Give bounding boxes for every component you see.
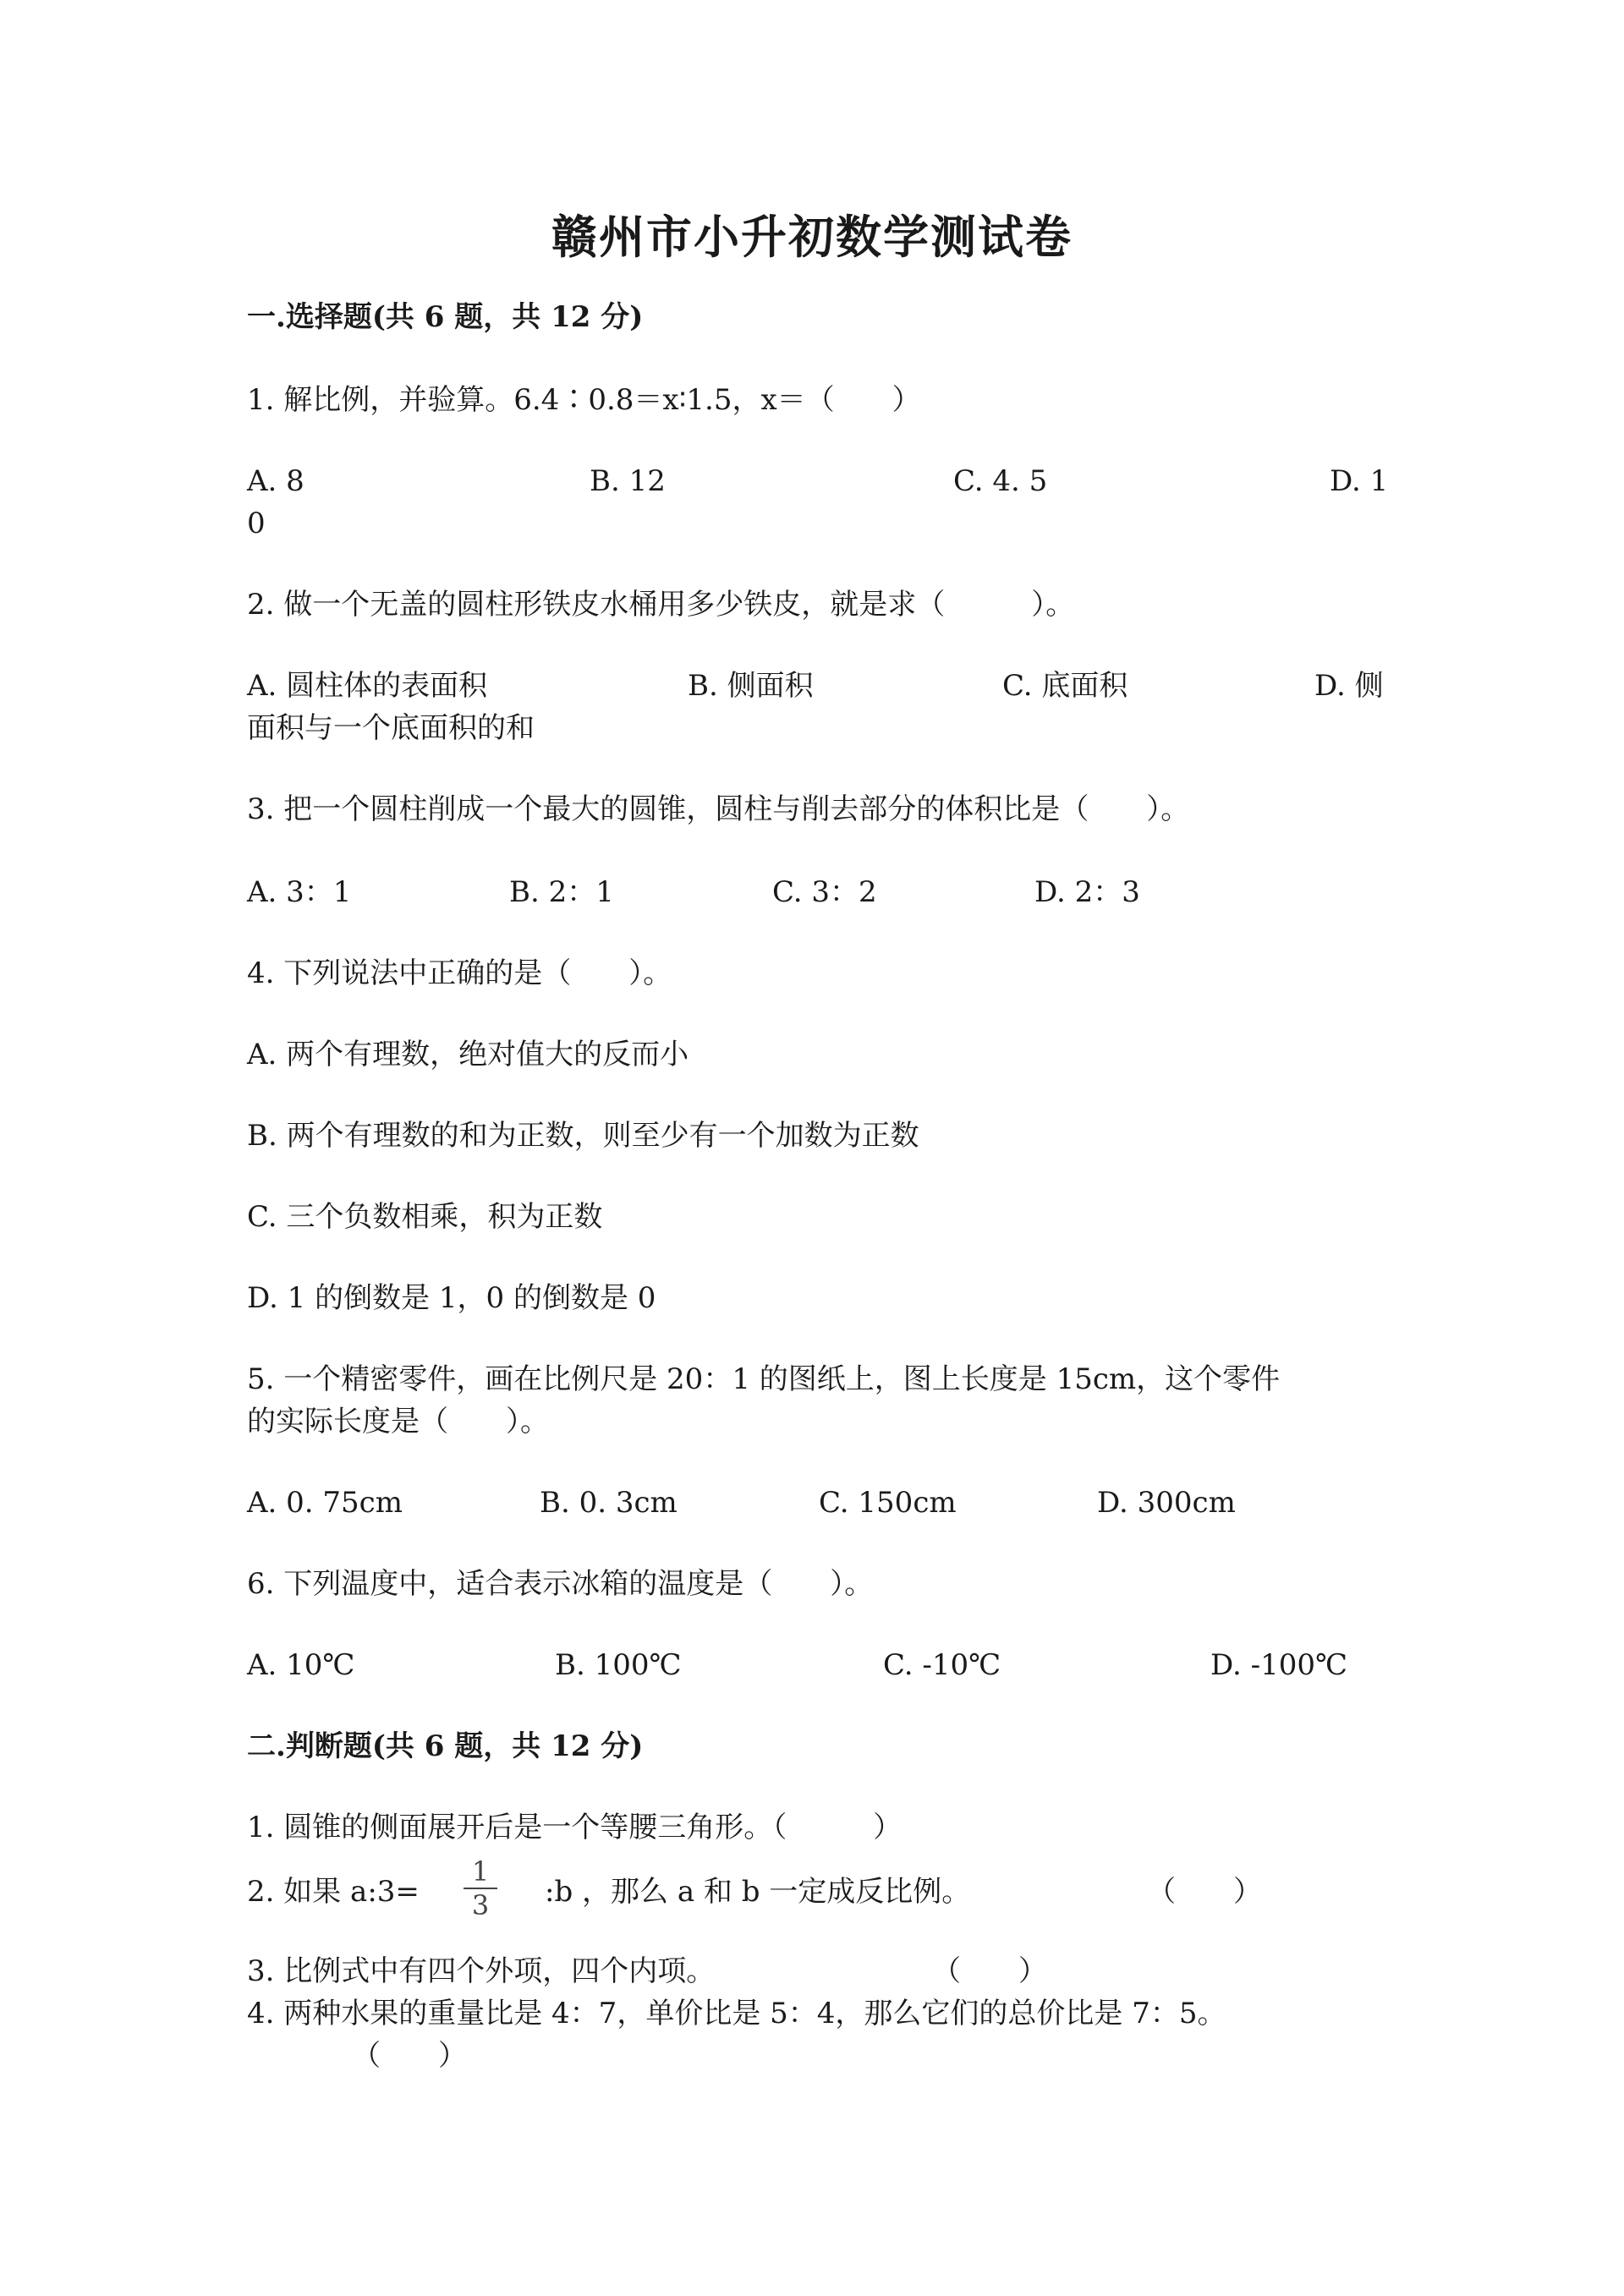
- question-1-option-b: B. 12: [590, 464, 666, 498]
- question-1-option-d: D. 1: [1330, 464, 1389, 498]
- judgement-4-paren: （ ）: [352, 2039, 467, 2073]
- judgement-1: 1. 圆锥的侧面展开后是一个等腰三角形。（ ）: [247, 1811, 903, 1844]
- judgement-2-part-b: :b ，那么 a 和 b 一定成反比例。: [545, 1875, 971, 1909]
- question-6-option-c: C. -10℃: [883, 1648, 1001, 1682]
- question-5-option-a: A. 0. 75cm: [247, 1486, 403, 1520]
- question-2-option-d: D. 侧: [1314, 669, 1384, 703]
- page-title: 赣州市小升初数学测试卷: [551, 210, 1073, 264]
- judgement-2-paren: （ ）: [1147, 1875, 1262, 1909]
- question-1-option-a: A. 8: [247, 464, 304, 498]
- judgement-2-part-a: 2. 如果 a:3=: [247, 1875, 420, 1909]
- question-4-option-d: D. 1 的倒数是 1，0 的倒数是 0: [247, 1281, 656, 1315]
- question-1-option-c: C. 4. 5: [953, 464, 1048, 498]
- question-5-stem-wrap: 的实际长度是（ ）。: [247, 1405, 549, 1438]
- question-5-option-d: D. 300cm: [1097, 1486, 1236, 1520]
- question-4-option-a: A. 两个有理数，绝对值大的反而小: [247, 1038, 689, 1071]
- question-5-stem: 5. 一个精密零件，画在比例尺是 20：1 的图纸上，图上长度是 15cm，这个零件: [247, 1362, 1281, 1396]
- question-5-option-c: C. 150cm: [819, 1486, 957, 1520]
- fraction-numerator: 1: [464, 1857, 497, 1889]
- judgement-3: 3. 比例式中有四个外项，四个内项。: [247, 1954, 716, 1988]
- judgement-3-paren: （ ）: [932, 1954, 1047, 1988]
- question-2-option-b: B. 侧面积: [688, 669, 814, 703]
- question-6-stem: 6. 下列温度中，适合表示冰箱的温度是（ ）。: [247, 1567, 874, 1601]
- question-6-option-d: D. -100℃: [1210, 1648, 1348, 1682]
- question-4-option-c: C. 三个负数相乘，积为正数: [247, 1200, 603, 1234]
- question-2-stem: 2. 做一个无盖的圆柱形铁皮水桶用多少铁皮，就是求（ ）。: [247, 588, 1075, 622]
- question-2-option-c: C. 底面积: [1002, 669, 1128, 703]
- question-3-stem: 3. 把一个圆柱削成一个最大的圆锥，圆柱与削去部分的体积比是（ ）。: [247, 792, 1190, 826]
- fraction-one-third: [464, 1857, 497, 1920]
- question-4-stem: 4. 下列说法中正确的是（ ）。: [247, 956, 672, 990]
- question-2-option-d-wrap: 面积与一个底面积的和: [247, 711, 535, 745]
- question-1-stem: 1. 解比例，并验算。6.4∶0.8＝x∶1.5，x＝（ ）: [247, 383, 921, 417]
- question-3-option-a: A. 3：1: [247, 875, 352, 909]
- fraction-denominator: 3: [471, 1889, 490, 1921]
- question-6-option-a: A. 10℃: [247, 1648, 355, 1682]
- section-heading-choice: 一.选择题(共 6 题，共 12 分): [247, 300, 644, 334]
- question-3-option-d: D. 2：3: [1034, 875, 1140, 909]
- question-3-option-b: B. 2：1: [509, 875, 614, 909]
- question-4-option-b: B. 两个有理数的和为正数，则至少有一个加数为正数: [247, 1119, 919, 1153]
- section-heading-judgement: 二.判断题(共 6 题，共 12 分): [247, 1729, 644, 1763]
- question-1-option-d-wrap: 0: [247, 507, 266, 540]
- question-3-option-c: C. 3：2: [772, 875, 877, 909]
- judgement-4: 4. 两种水果的重量比是 4：7，单价比是 5：4，那么它们的总价比是 7：5。: [247, 1997, 1226, 2030]
- question-2-option-a: A. 圆柱体的表面积: [247, 669, 488, 703]
- question-5-option-b: B. 0. 3cm: [540, 1486, 678, 1520]
- question-6-option-b: B. 100℃: [555, 1648, 682, 1682]
